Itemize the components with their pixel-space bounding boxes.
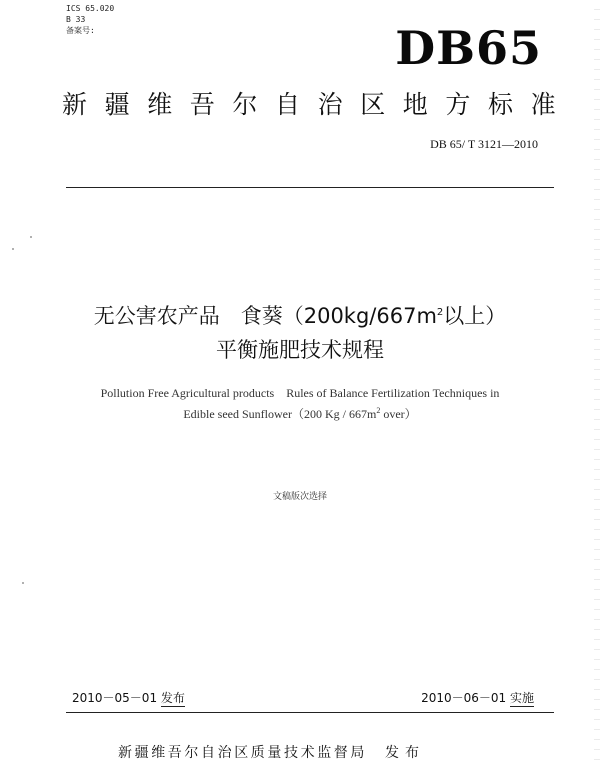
chinese-title-line1-prefix: 无公害农产品 食葵（200kg/667m	[93, 304, 437, 328]
chinese-title-line2: 平衡施肥技术规程	[216, 338, 384, 362]
scan-speck	[12, 248, 14, 250]
english-title-line2	[40, 402, 560, 423]
issuer-action: 发布	[385, 745, 425, 761]
standard-number: DB 65/ T 3121—2010	[430, 137, 538, 151]
chinese-title-line1	[94, 304, 507, 328]
chinese-title-superscript: 2	[436, 307, 444, 318]
header-divider	[66, 187, 554, 188]
issuer-name: 新疆维吾尔自治区质量技术监督局	[118, 745, 367, 761]
english-title-line2-prefix: Edible seed Sunflower（200 Kg / 667m	[183, 407, 377, 421]
ccs-code: B 33	[66, 15, 86, 24]
standard-code-logo: DB65	[395, 21, 542, 75]
footer-divider	[66, 712, 554, 713]
scan-speck	[30, 236, 32, 238]
issue-date-block	[72, 690, 185, 706]
chinese-title-line1-suffix: 以上）	[443, 304, 507, 328]
implement-date-block	[421, 690, 534, 706]
issue-date: 2010－05－01	[72, 691, 158, 705]
standard-category-title: 新疆维吾尔自治区地方标准	[62, 90, 574, 119]
implement-label: 实施	[509, 691, 534, 705]
draft-version-label: 文稿版次选择	[272, 492, 327, 502]
record-number-label: 备案号:	[66, 26, 95, 35]
scan-speck	[22, 582, 24, 584]
english-title-superscript: 2	[376, 406, 381, 415]
chinese-title	[40, 298, 560, 365]
english-title	[40, 384, 560, 423]
english-title-line1: Pollution Free Agricultural products Rules of Balance Fertilization Techniques in	[100, 386, 500, 400]
issue-label: 发布	[160, 691, 185, 705]
implement-date: 2010－06－01	[421, 691, 507, 705]
english-title-line2-suffix: over）	[380, 407, 417, 421]
issuing-authority	[118, 744, 425, 762]
ics-code: ICS 65.020	[66, 4, 115, 13]
scan-edge-noise	[594, 0, 600, 768]
